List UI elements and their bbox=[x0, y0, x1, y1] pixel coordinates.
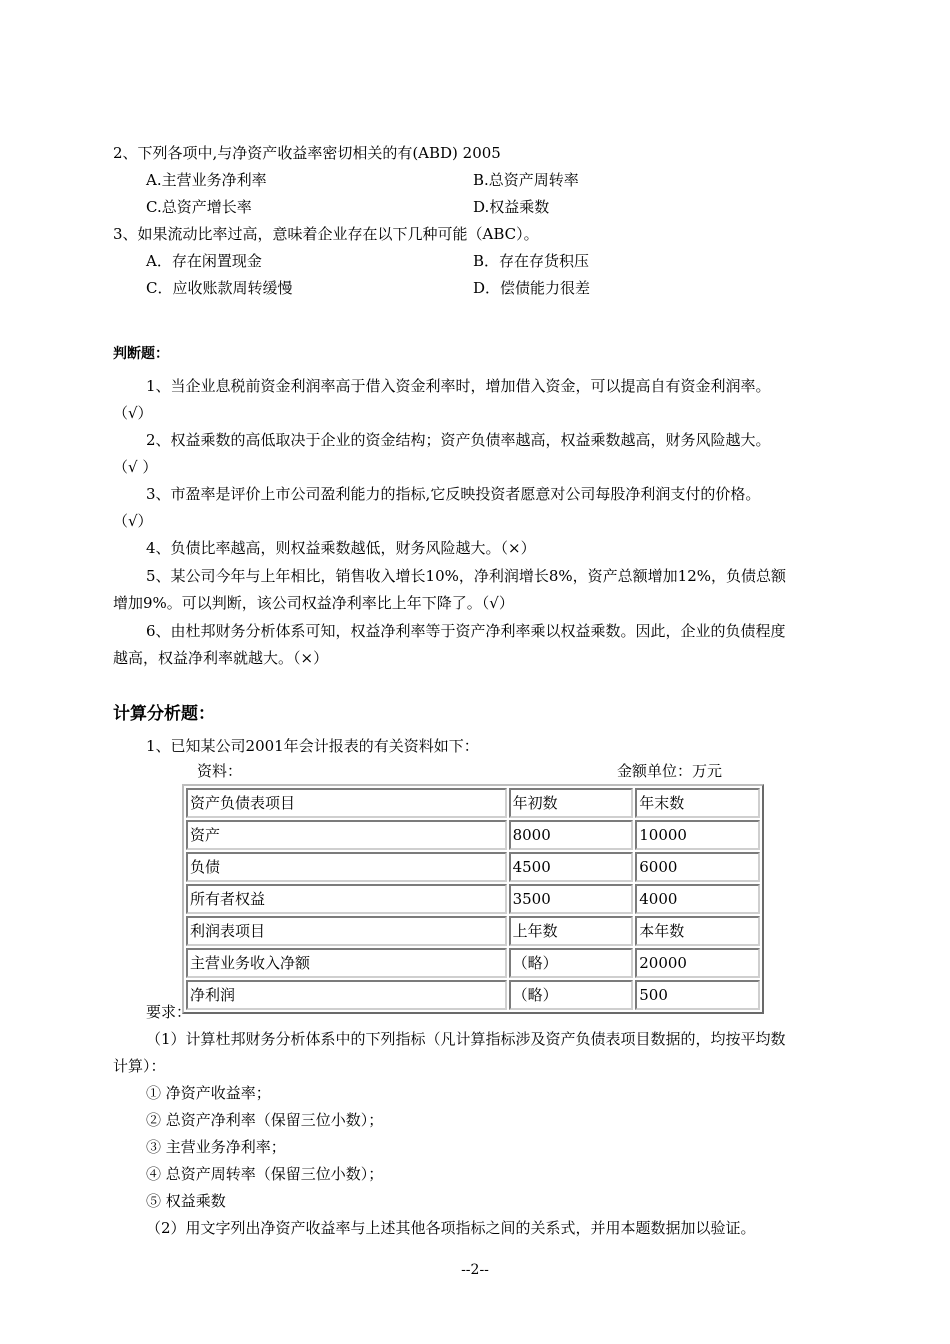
indicator-item-5: ⑤ 权益乘数 bbox=[146, 1192, 226, 1210]
tf-heading: 判断题： bbox=[113, 346, 169, 362]
table-row bbox=[186, 884, 760, 914]
tf-item-6-line2: 越高，权益净利率就越大。（×） bbox=[113, 649, 329, 667]
table-row bbox=[186, 788, 760, 818]
table-cell: 4500 bbox=[509, 852, 634, 882]
table-row bbox=[186, 916, 760, 946]
table-cell: 20000 bbox=[635, 948, 760, 978]
tf-item-2-line1: 2、权益乘数的高低取决于企业的资金结构；资产负债率越高，权益乘数越高，财务风险越大。 bbox=[146, 431, 771, 449]
table-cell: 年初数 bbox=[509, 788, 634, 818]
indicator-item-3: ③ 主营业务净利率； bbox=[146, 1138, 286, 1156]
table-cell: 资产负债表项目 bbox=[186, 788, 507, 818]
requirement-2: （2）用文字列出净资产收益率与上述其他各项指标之间的关系式，并用本题数据加以验证。 bbox=[146, 1219, 756, 1237]
indicator-item-4: ④ 总资产周转率（保留三位小数）； bbox=[146, 1165, 384, 1183]
financial-data-table bbox=[182, 784, 764, 1014]
mc-q2-option-c: C.总资产增长率 bbox=[146, 198, 252, 216]
indicator-item-1: ① 净资产收益率； bbox=[146, 1084, 271, 1102]
tf-item-1-line2: （√） bbox=[113, 404, 153, 422]
table-row bbox=[186, 980, 760, 1010]
tf-item-1-line1: 1、当企业息税前资金利润率高于借入资金利率时，增加借入资金，可以提高自有资金利润率。 bbox=[146, 377, 771, 395]
table-cell: 主营业务收入净额 bbox=[186, 948, 507, 978]
mc-q3-option-a: A．存在闲置现金 bbox=[146, 252, 262, 270]
requirement-1-line2: 计算）： bbox=[113, 1057, 166, 1075]
indicator-item-2: ② 总资产净利率（保留三位小数）； bbox=[146, 1111, 384, 1129]
mc-q3-option-d: D．偿债能力很差 bbox=[473, 279, 591, 297]
tf-item-3-line1: 3、市盈率是评价上市公司盈利能力的指标,它反映投资者愿意对公司每股净利润支付的价格。 bbox=[146, 485, 761, 503]
calc-heading: 计算分析题： bbox=[113, 704, 215, 724]
table-cell: 8000 bbox=[509, 820, 634, 850]
requirement-label: 要求： bbox=[146, 1003, 192, 1021]
tf-item-3-line2: （√） bbox=[113, 512, 153, 530]
mc-q3-option-c: C．应收账款周转缓慢 bbox=[146, 279, 293, 297]
table-cell: 净利润 bbox=[186, 980, 507, 1010]
table-cell: 500 bbox=[635, 980, 760, 1010]
table-cell: 利润表项目 bbox=[186, 916, 507, 946]
table-cell: 年末数 bbox=[635, 788, 760, 818]
tf-item-4-line1: 4、负债比率越高，则权益乘数越低，财务风险越大。（×） bbox=[146, 539, 536, 557]
tf-item-2-line2: （√ ） bbox=[113, 458, 158, 476]
tf-item-5-line1: 5、某公司今年与上年相比，销售收入增长10%，净利润增长8%，资产总额增加12%，负债总额 bbox=[146, 567, 787, 585]
data-label: 资料： bbox=[197, 762, 243, 780]
tf-item-5-line2: 增加9%。可以判断，该公司权益净利率比上年下降了。（√） bbox=[113, 594, 514, 612]
table-row bbox=[186, 852, 760, 882]
mc-q3-stem: 3、如果流动比率过高，意味着企业存在以下几种可能（ABC）。 bbox=[113, 225, 539, 243]
mc-q2-option-a: A.主营业务净利率 bbox=[146, 171, 267, 189]
table-cell: 3500 bbox=[509, 884, 634, 914]
table-cell: 6000 bbox=[635, 852, 760, 882]
table-row bbox=[186, 820, 760, 850]
unit-label: 金额单位：万元 bbox=[617, 762, 723, 780]
calc-q1-intro: 1、已知某公司2001年会计报表的有关资料如下： bbox=[146, 737, 479, 755]
mc-q2-stem: 2、下列各项中,与净资产收益率密切相关的有(ABD) 2005 bbox=[113, 144, 501, 162]
page-number: --2-- bbox=[461, 1262, 489, 1278]
table-cell: 上年数 bbox=[509, 916, 634, 946]
tf-item-6-line1: 6、由杜邦财务分析体系可知，权益净利率等于资产净利率乘以权益乘数。因此，企业的负债程度 bbox=[146, 622, 786, 640]
table-cell: （略） bbox=[509, 948, 634, 978]
requirement-1-line1: （1）计算杜邦财务分析体系中的下列指标（凡计算指标涉及资产负债表项目数据的，均按平均数 bbox=[146, 1030, 786, 1048]
table-row bbox=[186, 948, 760, 978]
table-cell: 本年数 bbox=[635, 916, 760, 946]
mc-q2-option-b: B.总资产周转率 bbox=[473, 171, 579, 189]
table-cell: 资产 bbox=[186, 820, 507, 850]
mc-q2-option-d: D.权益乘数 bbox=[473, 198, 550, 216]
table-cell: （略） bbox=[509, 980, 634, 1010]
table-cell: 负债 bbox=[186, 852, 507, 882]
table-cell: 所有者权益 bbox=[186, 884, 507, 914]
mc-q3-option-b: B．存在存货积压 bbox=[473, 252, 590, 270]
table-cell: 10000 bbox=[635, 820, 760, 850]
table-cell: 4000 bbox=[635, 884, 760, 914]
